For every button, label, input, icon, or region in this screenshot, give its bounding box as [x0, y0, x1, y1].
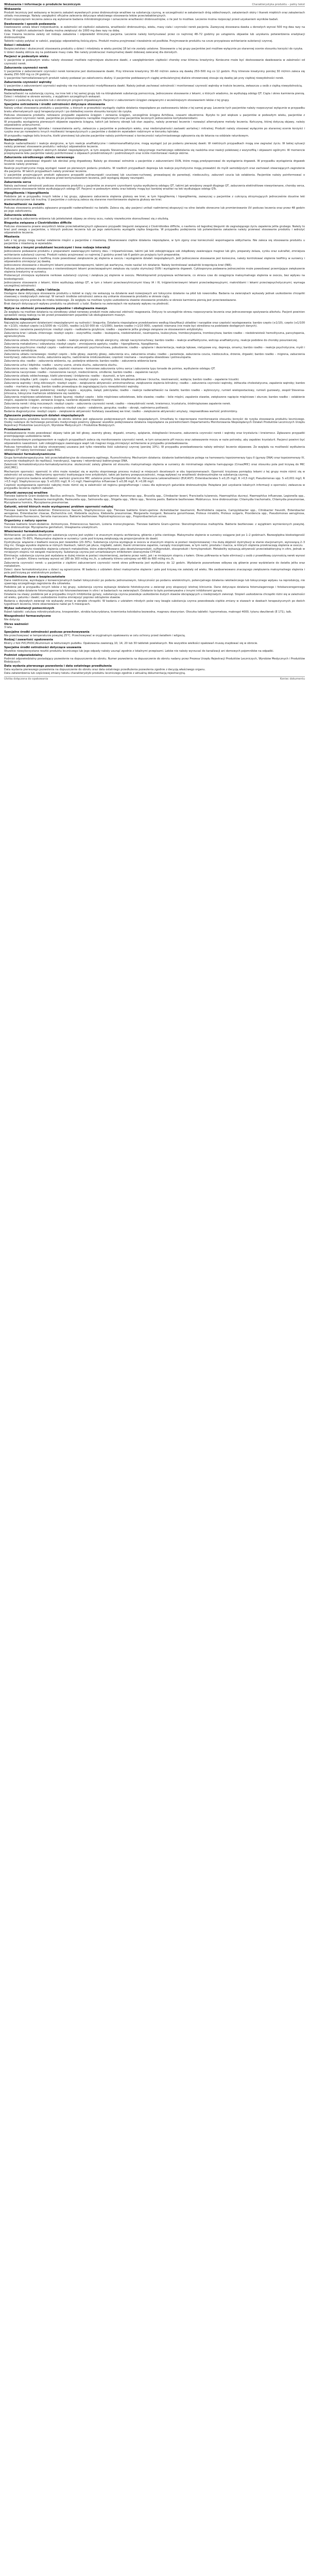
section-paragraph: Zaburzenia układu immunologicznego: rzadko – reakcje alergiczne, obrzęk alergiczny, obrzęk naczynioruchowy; bardzo rzadko – reakcje anafilaktyczne, wstrząs anafilaktyczny, reakcje podobne do choroby posurowiczej. [4, 338, 298, 342]
section-heading: Nadwrażliwość [4, 138, 28, 142]
document-section [4, 89, 305, 102]
section-paragraph: Należy zachować ostrożność podczas stosowania produktu u pacjentów ze znanymi czynnikami ryzyka wydłużenia odstępu QT, takimi jak wrodzony zespół długiego QT, zaburzenia elektrolitowe niewyrównane, choroby serca, jednoczesne stosowanie leków wydłużających odstęp QT. Pacjenci w podeszłym wieku oraz kobiety mogą być bardziej wrażliwi na leki wydłużające odstęp QTc. [4, 184, 305, 191]
document-section [4, 307, 305, 317]
document-section [4, 414, 305, 427]
document-section [4, 192, 305, 201]
section-paragraph: Zaburzenia układu oddechowego, klatki piersiowej i śródpiersia: rzadko – duszność, w tym astma. [4, 375, 135, 378]
document-section [4, 505, 305, 518]
section-paragraph: W przypadku wystąpienia pierwszych objawów zapalenia ścięgna, takich jak bolesny obrzęk lub stan zapalny, należy przerwać leczenie i rozważyć alternatywne metody leczenia. Kończynę, której dotyczą objawy, należy odpowiednio unieruchomić. [4, 121, 305, 127]
section-paragraph: Grupa farmakoterapeutyczna: leki przeciwbakteryjne do stosowania ogólnego, fluorochinolony. Mechanizm działania: działanie bakteriobójcze polega na hamowaniu topoizomerazy typu II (gyrazy DNA) oraz topoizomerazy IV, enzymów niezbędnych do replikacji, transkrypcji, naprawy i rekombinacji bakteryjnego DNA. [4, 456, 305, 463]
document-title: Wskazania i informacje o produkcie leczniczym [4, 3, 81, 6]
section-paragraph: Podczas stosowania prawie wszystkich leków przeciwbakteryjnych zgłaszano przypadki biegunki związanej z Clostridioides difficile, o nasileniu od łagodnej biegunki do zagrażającego życiu zapalenia jelita grubego. Należy to brać pod uwagę u pacjentów, u których podczas leczenia lub po jego zakończeniu wystąpiła ciężka biegunka. W przypadku podejrzenia lub potwierdzenia zakażenia należy przerwać stosowanie produktu i wdrożyć odpowiednie leczenie. [4, 225, 305, 235]
section-paragraph: Leki z tej grupy mogą nasilać osłabienie mięśni u pacjentów z miastenią. Obserwowano ciężkie działania niepożądane, w tym zgony oraz konieczność wspomagania oddychania. Nie zaleca się stosowania produktu u pacjentów z miastenią w wywiadzie. [4, 239, 305, 246]
document-section [4, 246, 305, 287]
section-paragraph: Badania diagnostyczne: niezbyt często – zwiększenie aktywności fosfatazy zasadowej we krwi; rzadko – zwiększenie aktywności amylazy, nieprawidłowa wartość protrombiny. [4, 410, 238, 413]
section-paragraph: Tlenowe bakterie Gram-dodatnie: Actinomyces, Enterococcus faecium, Listeria monocytogenes. Tlenowe bakterie Gram-ujemne: Stenotrophomonas maltophilia. Bakterie beztlenowe: z wyjątkiem wymienionych powyżej. Inne drobnoustroje: Mycoplasma genitalium, Ureaplasma urealyticum. [4, 523, 305, 530]
document-section [4, 654, 305, 664]
document-section [4, 289, 305, 306]
section-heading: Organizmy z natury oporne [4, 519, 47, 523]
section-paragraph: Mechanizm oporności: oporność in vitro może rozwijać się w wyniku stopniowego procesu mutacji w miejscach docelowych w obu topoizomerazach. Oporność krzyżowa pomiędzy lekami z tej grupy może różnić się w zależności od szczepu. Mechanizmy oporności inaktywujące inne antybiotyki, takie jak bariery przepuszczalności, mogą wpływać na wrażliwość drobnoustrojów na substancję czynną. [4, 470, 305, 477]
section-paragraph: Badania u dojrzałych zwierząt nie wykazały zmian w obrębie chrząstki. W badaniu z udziałem młodych psów rasy beagle substancja czynna powodowała ciężkie zmiany w stawach w dawkach terapeutycznych po dwóch tygodniach leczenia, które obserwowano nadal po 5 miesiącach. [4, 600, 305, 606]
section-paragraph: Należy unikać stosowania produktu u pacjentów, u których w przeszłości wystąpiły ciężkie działania niepożądane po zastosowaniu leków z tej samej grupy. Leczenie tych pacjentów należy rozpoczynać wyłącznie w przypadku braku alternatywnych opcji terapeutycznych i po dokładnej ocenie stosunku korzyści do ryzyka. [4, 107, 305, 113]
section-paragraph: Zaburzenia układu nerwowego: niezbyt często – bóle głowy, zawroty głowy, zaburzenia snu, zaburzenia smaku; rzadko – parestezje, zaburzenia czucia, niedoczulica, drżenie, drgawki; bardzo rzadko – migrena, zaburzenia koordynacji, zaburzenia chodu, zaburzenia węchu, nadciśnienie śródczaszkowe; częstość nieznana – neuropatia obwodowa i polineuropatia. [4, 353, 305, 360]
section-heading: Pacjenci w podeszłym wieku [4, 55, 49, 59]
section-paragraph: Substancja czynna przenika do mleka kobiecego. Ze względu na możliwe ryzyko uszkodzenia stawów stosowanie produktu w okresie karmienia piersią jest przeciwwskazane. [4, 299, 237, 302]
section-paragraph: Eliminacja: substancja czynna jest wydalana w dużej mierze w postaci niezmienionej, zarówno przez nerki, jak i w mniejszym stopniu z kałem. Okres półtrwania w fazie eliminacji u osób z prawidłową czynnością nerek wynosi około 4–7 godzin. Klirens nerkowy wynosi od 180 do 300 ml/kg mc./h, a całkowity klirens ustrojowy od 480 do 600 ml/kg mc./h. [4, 554, 305, 561]
section-paragraph: U pacjentów przyjmujących produkt zgłaszano przypadki polineuropatii czuciowej lub czuciowo-ruchowej, prowadzącej do parestezji, niedoczulicy, zaburzeń czucia lub osłabienia. Pacjentów należy poinformować o konieczności zgłoszenia się do lekarza przed kontynuowaniem leczenia, jeśli wystąpią objawy neuropatii. [4, 173, 305, 180]
section-heading: Dzieci i młodzież [4, 44, 30, 47]
section-paragraph: Czas trwania leczenia zależy od rodzaju zakażenia i odpowiedzi klinicznej pacjenta. Leczenie należy kontynuować przez co najmniej 48–72 godziny po ustąpieniu objawów lub uzyskaniu potwierdzenia eradykacji drobnoustrojów. [4, 32, 305, 39]
section-paragraph: Przedawkowanie może powodować objawy takie jak ból głowy, zawroty głowy, drgawki, omamy, splątanie, dolegliwości brzuszne, zaburzenia czynności nerek i wątroby oraz krystaluria i krwiomocz. Zgłaszano przypadki przemijającego uszkodzenia nerek. [4, 432, 305, 438]
section-paragraph: Nadwrażliwość na substancję czynną, na inne leki z tej samej grupy lub na którąkolwiek substancję pomocniczą. Jednoczesne stosowanie z lekami, o których wiadomo, że wydłużają odstęp QT. Ciąża i okres karmienia piersią. Dzieci i młodzież w okresie wzrostu, z wyjątkiem szczególnych wskazań. [4, 92, 305, 99]
section-paragraph: Nie dotyczy. [4, 618, 21, 622]
document-section [4, 23, 305, 43]
section-heading: Zaburzenia serca [4, 181, 31, 184]
section-paragraph: Dostępne dane dotyczące stosowania produktu u kobiet w ciąży nie wskazują na działanie wad rozwojowych ani toksyczne działanie na płód lub noworodka. Badania na zwierzętach wykazały jednak uszkodzenie chrząstki stawowej u niedojrzałych zwierząt. W ramach środków ostrożności zaleca się unikanie stosowania produktu w okresie ciąży. [4, 292, 305, 299]
section-heading: Zaburzenia czynności nerek [4, 66, 48, 70]
section-paragraph: Zaburzenia mięśniowo-szkieletowe i tkanki łącznej: niezbyt często – bóle mięśniowo-szkieletowe, bóle stawów; rzadko – bóle mięśni, zapalenie stawów, zwiększone napięcie mięśniowe i skurcze; bardzo rzadko – osłabienie mięśni, zapalenie ścięgien, zerwanie ścięgna, nasilenie objawów miastenii. [4, 396, 305, 402]
document-section [4, 623, 305, 630]
section-paragraph: Jednoczesne stosowanie z doustnymi lekami przeciwzakrzepowymi, takimi jak warfaryna, może nasilać ich działanie. Należy kontrolować wskaźniki krzepnięcia krwi (INR). [4, 264, 232, 267]
section-paragraph: Tlenowe bakterie Gram-dodatnie: Enterococcus faecalis, Staphylococcus spp. Tlenowe bakterie Gram-ujemne: Acinetobacter baumannii, Burkholderia cepacia, Campylobacter spp., Citrobacter freundii, Enterobacter aerogenes, Enterobacter cloacae, Escherichia coli, Klebsiella oxytoca, Klebsiella pneumoniae, Morganella morganii, Neisseria gonorrhoeae, Proteus mirabilis, Proteus vulgaris, Providencia spp., Pseudomonas aeruginosa, Pseudomonas fluorescens, Serratia marcescens. Bakterie beztlenowe: Peptostreptococcus spp., Propionibacterium acnes. [4, 509, 305, 519]
section-paragraph: U pacjentów w podeszłym wieku należy stosować możliwie najmniejsze skuteczne dawki, z uwzględnieniem ciężkości choroby oraz klirensu kreatyniny. Konieczne może być dostosowanie dawkowania w zależności od czynności nerek. [4, 59, 305, 65]
document-section [4, 55, 305, 65]
document-section [4, 66, 305, 80]
section-heading: Właściwości farmakodynamiczne [4, 453, 56, 456]
section-paragraph: Zaburzenia serca: rzadko – tachykardia; częstość nieznana – komorowe zaburzenia rytmu serca i zaburzenia typu torsade de pointes, wydłużenie odstępu QT. [4, 367, 216, 370]
section-paragraph: Zaburzenia ucha i błędnika: rzadko – szumy uszne, utrata słuchu, zaburzenia słuchu. [4, 363, 118, 367]
document-section [4, 575, 305, 606]
section-heading: Wpływ na zdolność prowadzenia pojazdów i obsługiwania maszyn [4, 307, 108, 310]
section-paragraph: Zaburzenia skóry i tkanki podskórnej: niezbyt często – wysypka, świąd, pokrzywka; rzadko – reakcje nadwrażliwości na światło; bardzo rzadko – wybroczyny, rumień wielopostaciowy, rumień guzowaty, zespół Stevensa-Johnsona, toksyczne martwicze oddzielanie się naskórka. [4, 388, 305, 395]
section-paragraph: Jeśli wystąpią zaburzenia widzenia lub jakiekolwiek objawy ze strony oczu, należy niezwłocznie skonsultować się z okulistą. [4, 217, 169, 221]
section-paragraph: Zaburzenia wątroby i dróg żółciowych: niezbyt często – zwiększenie aktywności aminotransferaz, zwiększenie stężenia bilirubiny; rzadko – zaburzenia czynności wątroby, żółtaczka cholestatyczna, zapalenie wątroby; bardzo rzadko – martwica wątroby, bardzo rzadko prowadząca do zagrażającej życiu niewydolności wątroby. [4, 382, 305, 388]
section-paragraph: Pacjenci z padaczką w wywiadzie lub z obniżonym progiem drgawkowym. Pacjenci z zaburzeniami ścięgien związanymi z wcześniejszym stosowaniem leków z tej grupy. [4, 99, 230, 103]
section-paragraph: Rdzeń tabletki: celuloza mikrokrystaliczna, krospowidon, skrobia kukurydziana, krzemionka koloidalna bezwodna, magnezu stearynian. Otoczka tabletki: hypromeloza, makrogol 4000, tytanu dwutlenek (E 171), talk. [4, 611, 292, 614]
document-section [4, 428, 305, 452]
section-heading: Miastenia [4, 235, 20, 239]
document-section [4, 214, 305, 221]
section-paragraph: Zakażenia i zarażenia pasożytnicze: niezbyt często – nadkażenia grzybicze; rzadko – zapalenie jelita grubego związane ze stosowaniem antybiotyku. [4, 328, 203, 332]
document-section [4, 646, 305, 653]
document-section [4, 519, 305, 529]
document-section [4, 139, 305, 156]
section-paragraph: Blistry z folii PVC/PVDC/Aluminium w tekturowym pudełku. Opakowania zawierają 10, 14, 20 lub 30 tabletek powlekanych. Nie wszystkie wielkości opakowań muszą znajdować się w obrocie. [4, 641, 258, 645]
section-heading: Data wydania pierwszego pozwolenia i data ostatniego przedłużenia [4, 665, 112, 668]
document-section [4, 492, 305, 504]
section-heading: Wskazania [4, 8, 21, 11]
section-paragraph: Nie przechowywać w temperaturze powyżej 25°C. Przechowywać w oryginalnym opakowaniu w celu ochrony przed światłem i wilgocią. [4, 634, 186, 637]
section-heading: Właściwości farmakokinetyczne [4, 530, 54, 534]
section-paragraph: Dane niekliniczne, wynikające z konwencjonalnych badań toksyczności po podaniu jednorazowym, toksyczności po podaniu wielokrotnym, potencjalnego działania rakotwórczego lub toksycznego wpływu na reprodukcję, nie ujawniają szczególnego zagrożenia dla człowieka. [4, 579, 305, 586]
section-paragraph: Zaburzenia żołądka i jelit: często – nudności, biegunka; niezbyt często – wymioty, bóle żołądkowo-jelitowe i brzucha, niestrawność, wzdęcia; bardzo rzadko – zapalenie trzustki. [4, 378, 239, 382]
section-heading: Przeciwwskazania [4, 89, 32, 92]
section-paragraph: Podobnie jak w przypadku innych leków z tej grupy, zgłaszano zaburzenia stężenia glukozy we krwi, w tym hipoglikemię i hiperglikemię, zazwyczaj u pacjentów z cukrzycą otrzymujących jednocześnie doustne leki przeciwcukrzycowe lub insulinę. U pacjentów z cukrzycą zaleca się staranne monitorowanie stężenia glukozy we krwi. [4, 195, 305, 202]
section-heading: Niezgodności farmaceutyczne [4, 615, 51, 618]
section-paragraph: Data wydania pierwszego pozwolenia na dopuszczenie do obrotu oraz data ostatniego przedłużenia pozwolenia zgodnie z decyzją właściwego organu. [4, 668, 206, 671]
section-paragraph: Podobnie jak w przypadku innych leków z tej grupy, substancja czynna wykazuje działanie fototoksyczne u zwierząt przy ekspozycji istotnej klinicznie. Dane dotyczące działania fotomutagennego i fotokancerogennego wykazują słabe działanie fotomutagenne lub fotonowotworowe in vitro i w badaniach na zwierzętach. Działanie to było porównywalne z innymi inhibitorami gyrazy. [4, 586, 305, 592]
document-section [4, 81, 305, 88]
section-heading: Dawkowanie i sposób podawania [4, 22, 56, 26]
section-paragraph: Przed rozpoczęciem leczenia zaleca się wykonanie badania mikrobiologicznego i oznaczenie wrażliwości drobnoustrojów, o ile jest to możliwe. Leczenie można rozpocząć przed uzyskaniem wyników badań. [4, 18, 279, 22]
document-section [4, 103, 305, 137]
document-section [4, 156, 305, 180]
section-paragraph: Zaburzenia nerek i dróg moczowych: niezbyt często – zaburzenia czynności nerek; rzadko – niewydolność nerek, krwiomocz, krystaluria, śródmiąższowe zapalenie nerek. [4, 402, 231, 406]
document-section [4, 8, 305, 21]
section-heading: Nadwrażliwość na światło [4, 202, 45, 206]
section-paragraph: Podczas stosowania produktu zgłaszano przypadki nadwrażliwości na światło. Zaleca się, aby pacjenci unikali nadmiernej ekspozycji na silne światło słoneczne lub promieniowanie UV podczas leczenia oraz przez 48 godzin po jego zakończeniu. [4, 206, 305, 213]
section-paragraph: U pacjentów z zaburzeniami czynności nerek konieczne jest dostosowanie dawki. Przy klirensie kreatyniny 30–60 ml/min zaleca się dawkę 250–500 mg co 12 godzin. Przy klirensie kreatyniny poniżej 30 ml/min zaleca się dawkę 250–500 mg co 24 godziny. [4, 70, 305, 76]
section-paragraph: Zaburzenia ogólne i stany w miejscu podania: niezbyt często – osłabienie, gorączka; rzadko – obrzęk, nadmierna potliwość. [4, 406, 169, 410]
section-paragraph: Dystrybucja: wiązanie z białkami osocza jest niewielkie (20–30%). Substancja czynna występuje w osoczu w znacznym stopniu w postaci niezjonizowanej i ma dużą objętość dystrybucji w stanie stacjonarnym, wynoszącą 2–3 l/kg mc. Osiąga wysokie stężenia w różnych tkankach, takich jak płuca, migdałki, zatoki, tkanki zmienione zapalnie, narządy moczopłciowe, w tym nerki, prostata i macica, w których stężenia przekraczają stężenia w osoczu. [4, 540, 305, 547]
section-heading: Wpływ na płodność, ciążę i laktację [4, 289, 60, 292]
section-heading: Interakcje z innymi produktami leczniczymi i inne rodzaje interakcji [4, 246, 110, 250]
section-heading: Specjalne ostrzeżenia i środki ostrożności dotyczące stosowania [4, 103, 106, 107]
section-heading: Rodzaj i zawartość opakowania [4, 638, 53, 641]
section-paragraph: Po dopuszczeniu produktu leczniczego do obrotu istotne jest zgłaszanie podejrzewanych działań niepożądanych. Umożliwia to nieprzerwane monitorowanie stosunku korzyści do ryzyka stosowania produktu leczniczego. Osoby należące do fachowego personelu medycznego powinny zgłaszać wszelkie podejrzewane działania niepożądane za pośrednictwem Departamentu Monitorowania Niepożądanych Działań Produktów Leczniczych Urzędu Rejestracji Produktów Leczniczych, Wyrobów Medycznych i Produktów Biobójczych. [4, 417, 305, 428]
section-paragraph: Obserwowano przypadki tętniaka i rozwarstwienia aorty, zwłaszcza u pacjentów w podeszłym wieku, oraz niedomykalności zastawki aortalnej i mitralnej. Produkt należy stosować wyłącznie po starannej ocenie korzyści i ryzyka oraz po rozważeniu innych możliwości terapeutycznych u pacjentów z dodatnim wywiadem rodzinnym w kierunku tętniaka. [4, 127, 305, 134]
document-section [4, 203, 305, 213]
section-paragraph: Wchłanianie: po podaniu doustnym substancja czynna jest szybko i w znacznym stopniu wchłaniana, głównie z jelita cienkiego. Maksymalne stężenie w surowicy osiągane jest po 1–2 godzinach. Bezwzględna biodostępność wynosi około 70–80%. Maksymalne stężenie w surowicy i pole pod krzywą zwiększają się proporcjonalnie do dawki. [4, 534, 305, 540]
section-paragraph: Zaburzenia psychiczne: niezbyt często – nadmierna aktywność psychoruchowa, pobudzenie; rzadko – splątanie i dezorientacja, reakcje lękowe, nietypowe sny, depresja, omamy; bardzo rzadko – reakcje psychotyczne, myśli i zachowania samobójcze. [4, 346, 305, 352]
section-paragraph: Podczas hemodializy lub dializy otrzewnowej usuwana jest tylko niewielka ilość substancji czynnej (poniżej 10%). W przypadku przedawkowania należy wdrożyć leczenie objawowe. Ze względu na możliwość wydłużenia odstępu QT należy kontrolować zapis EKG. [4, 445, 305, 452]
section-paragraph: Dzieci: dane farmakokinetyczne u dzieci są ograniczone. W badaniu z udziałem dzieci maksymalne stężenie i pole pod krzywą nie zależały od wieku. Nie zaobserwowano znaczącego zwiększenia maksymalnego stężenia i pola pod krzywą po wielokrotnym podaniu. [4, 568, 305, 575]
document-section [4, 318, 305, 413]
section-paragraph: 3 lata. [4, 626, 13, 630]
section-heading: Zgłaszanie podejrzewanych działań niepożądanych [4, 414, 84, 417]
section-paragraph: Reakcje nadwrażliwości i reakcje alergiczne, w tym reakcje anafilaktyczne i rzekomoanafilaktyczne, mogą wystąpić już po podaniu pierwszej dawki. W niektórych przypadkach mogą one zagrażać życiu. W takiej sytuacji należy przerwać stosowanie produktu i wdrożyć odpowiednie leczenie. [4, 142, 305, 148]
section-paragraph: Produkt może powodować drgawki lub obniżać próg drgawkowy. Należy go stosować ostrożnie u pacjentów z zaburzeniami OUN, które mogą predysponować do wystąpienia drgawek. W przypadku wystąpienia drgawek leczenie należy przerwać. [4, 160, 305, 166]
section-heading: Biegunka związana z Clostridioides difficile [4, 221, 72, 225]
section-paragraph: Brak danych dotyczących wpływu produktu na płodność u ludzi. Badania na zwierzętach nie wykazały wpływu na płodność. [4, 302, 169, 306]
section-heading: Specjalne środki ostrożności dotyczące usuwania [4, 646, 81, 649]
footer-left-text: Ulotka dołączona do opakowania [4, 677, 48, 681]
section-paragraph: Produkt leczniczy jest wskazany w leczeniu zakażeń wywołanych przez drobnoustroje wrażliwe na substancję czynną, w szczególności w zakażeniach dróg oddechowych, zakażeniach skóry i tkanek miękkich oraz zakażeniach układu moczowego. Należy uwzględnić oficjalne zalecenia dotyczące właściwego stosowania leków przeciwbakteryjnych. [4, 11, 305, 18]
section-heading: Specjalne środki ostrożności podczas przechowywania [4, 630, 90, 634]
section-paragraph: U dzieci dawkę oblicza się na podstawie masy ciała. Nie należy przekraczać maksymalnej dawki dobowej zalecanej dla dorosłych. [4, 51, 178, 55]
section-paragraph: Tabletki należy połykać w całości, popijając odpowiednią ilością płynu. Produkt można przyjmować niezależnie od posiłków. Przyjmowanie produktu na czczo przyspiesza wchłanianie substancji czynnej. [4, 40, 273, 43]
section-paragraph: Metabolizm: wykryto niewielkie stężenia czterech metabolitów, które zidentyfikowano jako desetylenoprodukt, sulfoprodukt, oksoprodukt i formyloprodukt. Metabolity wykazują aktywność przeciwbakteryjną in vitro, jednak w mniejszym stopniu niż związek macierzysty. Substancja czynna jest umiarkowanym inhibitorem izoenzymów CYP1A2. [4, 548, 305, 554]
section-heading: Okres ważności [4, 622, 29, 626]
document-subtitle: Charakterystyka produktu – pełny tekst [252, 3, 305, 6]
section-heading: Wykaz substancji pomocniczych [4, 607, 55, 611]
section-heading: Zaburzenia widzenia [4, 213, 37, 217]
section-paragraph: Wszelkie niewykorzystane resztki produktu leczniczego lub jego odpady należy usunąć zgodnie z lokalnymi przepisami. Leków nie należy wyrzucać do kanalizacji ani domowych pojemników na odpadki. [4, 649, 274, 653]
footer-right-text: Koniec dokumentu [280, 677, 305, 681]
section-paragraph: U pacjentów hemodializowanych produkt należy podawać po zakończeniu dializy. U pacjentów poddawanych ciągłej ambulatoryjnej dializie otrzewnowej stosuje się dawkę jak przy ciężkiej niewydolności nerek. [4, 76, 284, 80]
section-paragraph: Zaburzenia krwi i układu chłonnego: niezbyt często – eozynofilia; rzadko – leukopenia, niedokrwistość, neutropenia, leukocytoza, trombocytopenia, trombocytoza; bardzo rzadko – niedokrwistość hemolityczna, pancytopenia, agranulocytoza. [4, 332, 305, 338]
document-header [4, 3, 305, 7]
section-paragraph: W przypadku nagłego bólu brzucha, klatki piersiowej lub pleców pacjentów należy poinformować o konieczności natychmiastowego zgłoszenia się do lekarza na oddziale ratunkowym. [4, 134, 249, 138]
section-heading: Przedkliniczne dane o bezpieczeństwie [4, 575, 65, 579]
section-heading: Zaburzenia czynności wątroby [4, 81, 52, 84]
section-paragraph: Poza standardowym postępowaniem w nagłych przypadkach zaleca się monitorowanie czynności nerek, w tym oznaczenie pH moczu oraz zakwaszenie moczu w razie potrzeby, aby zapobiec krystalurii. Pacjenci powinni być odpowiednio nawodnieni. Leki zobojętniające zawierające wapń lub magnez mogą zmniejszyć wchłanianie w przypadku przedawkowania. [4, 438, 305, 445]
section-paragraph: Reakcje psychiatryczne mogą wystąpić nawet po pierwszym podaniu produktu. W rzadkich przypadkach depresja lub reakcje psychotyczne mogą prowadzić do myśli samobójczych oraz zachowań stwarzających zagrożenie dla pacjenta. W takich przypadkach należy przerwać leczenie. [4, 166, 305, 173]
document-section [4, 631, 305, 637]
section-paragraph: Probenecyd zmniejsza wydalanie nerkowe substancji czynnej i zwiększa jej stężenie w osoczu. Metoklopramid przyspiesza wchłanianie, co skraca czas do osiągnięcia maksymalnego stężenia w osoczu, bez wpływu na biodostępność. [4, 274, 305, 281]
section-heading: Gatunki zazwyczaj wrażliwe [4, 491, 48, 495]
document-section [4, 181, 305, 191]
section-paragraph: Wartości graniczne badania wrażliwości: wartości graniczne MIC ustalone przez Europejski Komitet ds. Oznaczania Lekowrażliwości (EUCAST): Enterobacterales S ≤0,25 mg/l, R >0,5 mg/l; Pseudomonas spp. S ≤0,001 mg/l, R >0,5 mg/l; Staphylococcus spp. S ≤0,001 mg/l, R >1 mg/l; Haemophilus influenzae S ≤0,06 mg/l, R >0,06 mg/l. [4, 477, 305, 484]
document-section [4, 615, 305, 621]
document-section [4, 235, 305, 245]
section-paragraph: Data zatwierdzenia lub częściowej zmiany tekstu charakterystyki produktu leczniczego zgodnie z aktualną dokumentacją rejestracyjną. [4, 672, 186, 675]
section-heading: Działania niepożądane [4, 317, 40, 321]
document-section [4, 638, 305, 645]
section-paragraph: Podmiot odpowiedzialny posiadający pozwolenie na dopuszczenie do obrotu. Numer pozwolenia na dopuszczenie do obrotu nadany przez Prezesa Urzędu Rejestracji Produktów Leczniczych, Wyrobów Medycznych i Produktów Biobójczych. [4, 657, 305, 664]
section-paragraph: Jednoczesne podawanie produktu z preparatami zawierającymi kationy dwu- i trójwartościowe, takimi jak leki zobojętniające sok żołądkowy zawierające magnez lub glin, preparaty żelaza, cynku oraz sukralfat, zmniejsza wchłanianie substancji czynnej. Produkt należy przyjmować co najmniej 2 godziny przed lub 6 godzin po przyjęciu tych preparatów. [4, 250, 305, 257]
section-heading: Podmiot odpowiedzialny [4, 653, 43, 657]
document-footer [4, 676, 305, 681]
section-paragraph: Działanie na stawy: podobnie jak w przypadku innych inhibitorów gyrazy, substancja czynna powoduje uszkodzenie dużych stawów obciążających u niedojrzałych zwierząt. Stopień uszkodzenia chrząstki różni się w zależności od wieku, gatunku i dawki; uszkodzenie można zmniejszyć poprzez odciążenie stawów. [4, 592, 305, 599]
section-paragraph: Zaburzenia naczyniowe: rzadko – rozszerzenie naczyń, niedociśnienie, omdlenie; bardzo rzadko – zapalenie naczyń. [4, 370, 160, 374]
document-section [4, 453, 305, 490]
document-section [4, 665, 305, 675]
document-section [4, 607, 305, 614]
document-section [4, 222, 305, 234]
section-paragraph: Zgłaszano przypadki ciężkich skórnych działań niepożądanych, w tym zespołu Stevensa-Johnsona, toksycznego martwiczego oddzielania się naskórka oraz reakcji polekowej z eozynofilią i objawami ogólnymi. W momencie przepisywania leku pacjentów należy poinformować o objawach przedmiotowych i podmiotowych oraz ściśle monitorować reakcje skórne. [4, 149, 305, 156]
section-paragraph: Ze względu na możliwe działania na ośrodkowy układ nerwowy produkt może zaburzać zdolność reagowania. Dotyczy to szczególnie okresu rozpoczynania leczenia oraz jednoczesnego spożywania alkoholu. Pacjent powinien sprawdzić swoją reakcję na lek przed prowadzeniem pojazdów lub obsługiwaniem maszyn. [4, 310, 305, 317]
section-heading: Hipoglikemia i hiperglikemia [4, 192, 49, 195]
section-paragraph: Jednoczesne stosowanie z lekami, które wydłużają odstęp QT, w tym z lekami przeciwarytmicznymi klasy IA i III, trójpierścieniowymi lekami przeciwdepresyjnymi, makrolidami i lekami przeciwpsychotycznymi, wymaga szczególnej ostrożności. [4, 281, 305, 287]
document-body [4, 8, 305, 675]
section-paragraph: Bezpieczeństwo i skuteczność stosowania produktu u dzieci i młodzieży w wieku poniżej 18 lat nie zostały ustalone. Stosowanie u tej grupy pacjentów jest możliwe wyłącznie po starannej ocenie stosunku korzyści do ryzyka. [4, 47, 303, 51]
section-paragraph: Częstość występowania oporności nabytej może różnić się w zależności od regionu geograficznego i czasu dla wybranych gatunków drobnoustrojów. Pożądane jest uzyskanie lokalnych informacji o oporności, zwłaszcza w przypadku leczenia ciężkich zakażeń. [4, 484, 305, 490]
section-paragraph: U pacjentów z zaburzeniami czynności wątroby nie ma konieczności modyfikowania dawki. Należy jednak zachować ostrożność i monitorować czynność wątroby w trakcie leczenia, zwłaszcza u osób z ciężką niewydolnością. [4, 84, 303, 88]
section-paragraph: Zależność farmakokinetyczno-farmakodynamiczna: skuteczność zależy głównie od stosunku maksymalnego stężenia w surowicy do minimalnego stężenia hamującego (Cmax/MIC) oraz stosunku pola pod krzywą do MIC (AUC/MIC). [4, 463, 305, 470]
section-paragraph: Podczas stosowania produktu notowano przypadki zapalenia ścięgien i zerwania ścięgien, szczególnie ścięgna Achillesa, czasami obustronne. Ryzyko to jest większe u pacjentów w podeszłym wieku, pacjentów z zaburzeniami czynności nerek, pacjentów po przeszczepieniu narządów miąższowych oraz pacjentów leczonych jednocześnie kortykosteroidami. [4, 113, 305, 120]
document-section [4, 530, 305, 574]
section-paragraph: Dawkowanie ustala lekarz indywidualnie, w zależności od ciężkości zakażenia, wrażliwości drobnoustroju, wieku, masy ciała i czynności nerek pacjenta. Zazwyczaj stosowana dawka u dorosłych wynosi 500 mg dwa razy na dobę. W ciężkich zakażeniach dawkę można zwiększyć do 1000 mg dwa razy na dobę. [4, 26, 305, 32]
section-paragraph: Podczas jednoczesnego stosowania z niesteroidowymi lekami przeciwzapalnymi zwiększa się ryzyko stymulacji OUN i wystąpienia drgawek. Cyklosporyna podawana jednocześnie może powodować przemijające zwiększenie stężenia kreatyniny w surowicy. [4, 267, 305, 274]
section-paragraph: Zaburzenia metabolizmu i odżywiania: niezbyt często – zmniejszenie apetytu; rzadko – hiperglikemia, hipoglikemia. [4, 342, 159, 346]
section-heading: Zaburzenia ośrodkowego układu nerwowego [4, 156, 74, 160]
section-paragraph: Jednoczesne stosowanie z teofiliną może powodować zwiększenie jej stężenia w osoczu i wystąpienie działań niepożądanych. Jeśli jednoczesne stosowanie jest konieczne, należy kontrolować stężenie teofiliny w surowicy i odpowiednio zmniejszyć jej dawkę. [4, 257, 305, 263]
section-paragraph: Zaburzenia czynności nerek: u pacjentów z ciężkimi zaburzeniami czynności nerek okres półtrwania jest wydłużony do 12 godzin. Wydalanie pozanerkowe odbywa się głównie przez wydzielanie do światła jelita oraz metabolizm. [4, 561, 305, 568]
section-heading: Przedawkowanie [4, 428, 30, 432]
document-section [4, 44, 305, 54]
section-heading: Gatunki, wśród których może występować problem oporności nabytej [4, 505, 113, 509]
section-paragraph: Zaburzenia oka: rzadko – zaburzenia widzenia, np. podwójne widzenie; bardzo rzadko – zaburzenia widzenia barw. [4, 360, 157, 363]
section-paragraph: Najczęściej zgłaszanymi działaniami niepożądanymi są nudności i biegunka. Działania niepożądane przedstawiono według klasyfikacji układów i narządów oraz częstości występowania: bardzo często (≥1/10), często (≥1/100 do <1/10), niezbyt często (≥1/1000 do <1/100), rzadko (≥1/10 000 do <1/1000), bardzo rzadko (<1/10 000), częstość nieznana (nie może być określona na podstawie dostępnych danych). [4, 321, 305, 328]
section-paragraph: Tlenowe bakterie Gram-dodatnie: Bacillus anthracis. Tlenowe bakterie Gram-ujemne: Aeromonas spp., Brucella spp., Citrobacter koseri, Francisella tularensis, Haemophilus ducreyi, Haemophilus influenzae, Legionella spp., Moraxella catarrhalis, Neisseria meningitidis, Pasteurella spp., Salmonella spp., Shigella spp., Vibrio spp., Yersinia pestis. Bakterie beztlenowe: Mobiluncus. Inne drobnoustroje: Chlamydia trachomatis, Chlamydia pneumoniae, Mycoplasma hominis, Mycoplasma pneumoniae. [4, 495, 305, 504]
